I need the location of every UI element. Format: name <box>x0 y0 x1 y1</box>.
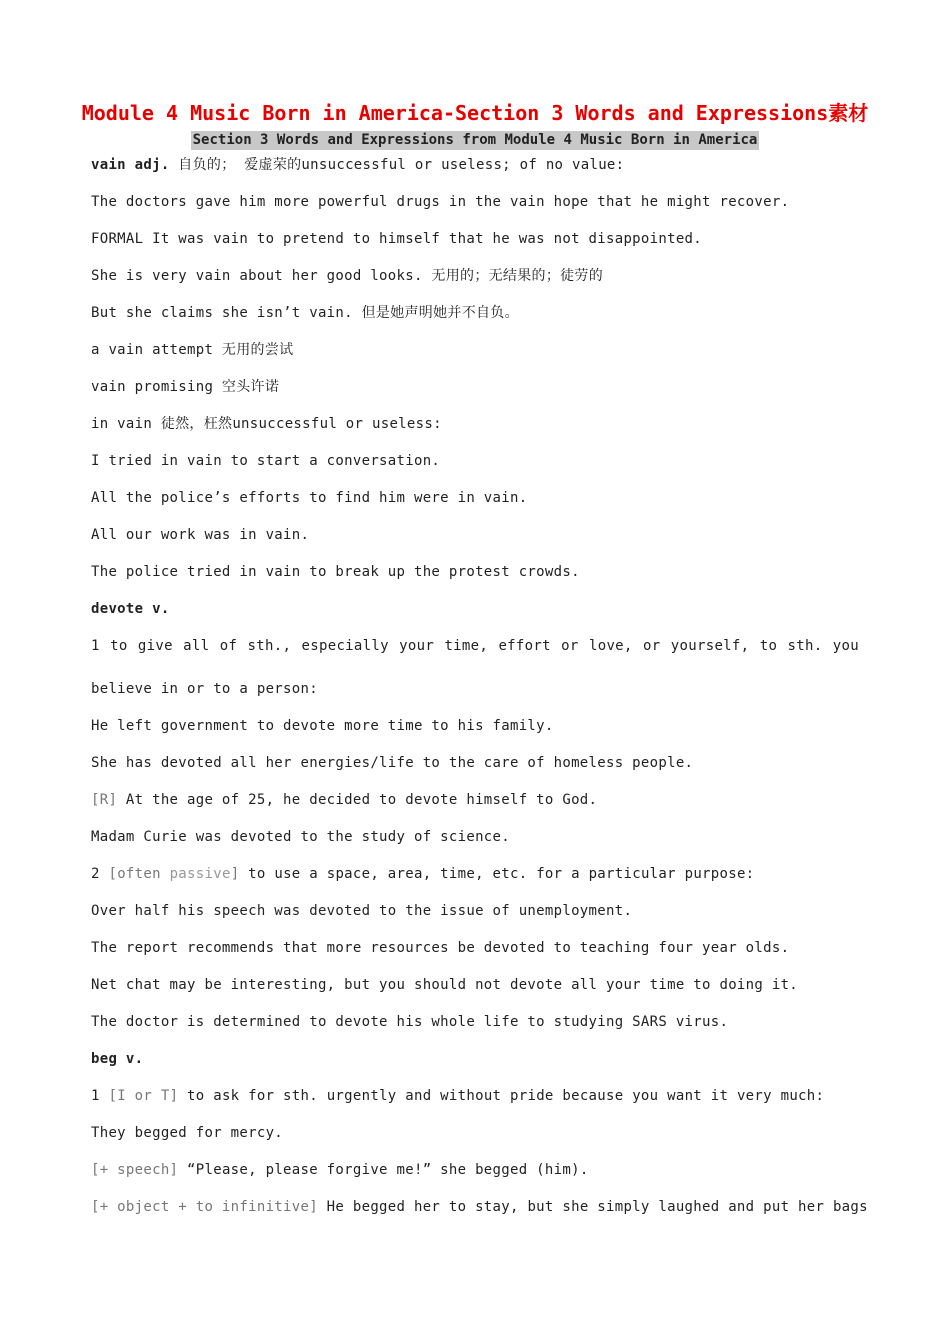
vain-example-1: The doctors gave him more powerful drugs in the vain hope that he might recover. <box>91 194 790 210</box>
grammar-tag-passive: passive <box>169 866 231 882</box>
beg-example-1: They begged for mercy. <box>91 1125 284 1141</box>
grammar-tag-close: ] <box>230 866 240 882</box>
vain-example-5: a vain attempt 无用的尝试 <box>91 342 294 358</box>
vain-example-8: I tried in vain to start a conversation. <box>91 453 441 469</box>
headword-vain: vain adj. <box>91 157 170 173</box>
grammar-tag: [R] <box>91 792 118 808</box>
example-text: At the age of 25, he decided to devote himself to God. <box>117 792 598 808</box>
vain-def-text: 自负的； 爱虚荣的unsuccessful or useless; of no value: <box>169 157 625 173</box>
vain-example-7: in vain 徒然，枉然unsuccessful or useless: <box>91 416 442 432</box>
vain-example-11: The police tried in vain to break up the protest crowds. <box>91 564 580 580</box>
headword-beg: beg v. <box>91 1051 144 1067</box>
vain-example-10: All our work was in vain. <box>91 527 310 543</box>
vain-example-2: FORMAL It was vain to pretend to himself that he was not disappointed. <box>91 231 703 247</box>
devote-example-1: He left government to devote more time to his family. <box>91 718 554 734</box>
devote-sense-1-cont: believe in or to a person: <box>91 681 318 697</box>
document-title: Module 4 Music Born in America-Section 3 Words and Expressions素材 <box>81 101 869 125</box>
sense-text: to ask for sth. urgently and without pride because you want it very much: <box>178 1088 825 1104</box>
devote-sense-2 <box>91 864 754 884</box>
entry-vain-definition <box>91 155 624 175</box>
beg-sense-1 <box>91 1086 824 1106</box>
grammar-tag: [+ object + to infinitive] <box>91 1199 318 1215</box>
devote-example-8: The doctor is determined to devote his whole life to studying SARS virus. <box>91 1014 729 1030</box>
devote-example-3 <box>91 790 597 810</box>
grammar-tag: [+ speech] <box>91 1162 179 1178</box>
devote-example-2: She has devoted all her energies/life to the care of homeless people. <box>91 755 694 771</box>
vain-example-9: All the police’s efforts to find him were in vain. <box>91 490 528 506</box>
devote-example-4: Madam Curie was devoted to the study of science. <box>91 829 510 845</box>
beg-example-2 <box>91 1160 589 1180</box>
vain-example-4: But she claims she isn’t vain. 但是她声明她并不自负。 <box>91 305 519 321</box>
devote-sense-1: 1 to give all of sth., especially your time, effort or love, or yourself, to sth. you <box>91 638 859 654</box>
sense-text: to use a space, area, time, etc. for a particular purpose: <box>239 866 755 882</box>
subtitle-wrap <box>0 129 950 150</box>
example-text: “Please, please forgive me!” she begged (him). <box>178 1162 589 1178</box>
devote-example-5: Over half his speech was devoted to the issue of unemployment. <box>91 903 633 919</box>
example-text: He begged her to stay, but she simply laughed and put her bags <box>317 1199 868 1215</box>
vain-example-6: vain promising 空头许诺 <box>91 379 280 395</box>
beg-example-3 <box>91 1197 868 1217</box>
devote-example-7: Net chat may be interesting, but you should not devote all your time to doing it. <box>91 977 799 993</box>
vain-example-3: She is very vain about her good looks. 无用的；无结果的；徒劳的 <box>91 268 604 284</box>
devote-example-6: The report recommends that more resources be devoted to teaching four year olds. <box>91 940 790 956</box>
sense-number: 2 <box>91 866 109 882</box>
document-subtitle: Section 3 Words and Expressions from Module 4 Music Born in America <box>192 132 758 148</box>
grammar-tag-open: [often <box>108 866 170 882</box>
grammar-tag: [I or T] <box>108 1088 179 1104</box>
sense-number: 1 <box>91 1088 109 1104</box>
headword-devote: devote v. <box>91 601 170 617</box>
